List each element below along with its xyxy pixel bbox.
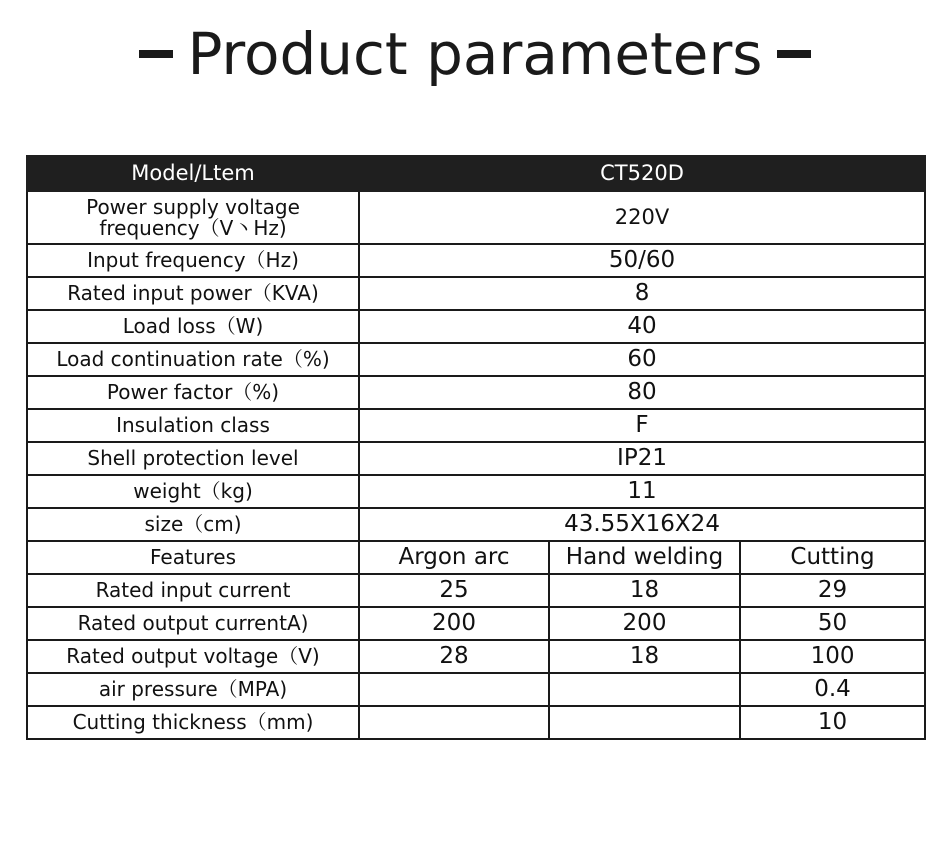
- row-value: 43.55X16X24: [359, 508, 925, 541]
- row-value: [549, 673, 740, 706]
- table-row: [27, 706, 925, 739]
- row-value: 220V: [359, 191, 925, 244]
- row-value: [549, 706, 740, 739]
- table-row: [27, 673, 925, 706]
- features-row: [27, 541, 925, 574]
- row-label: Rated input current: [27, 574, 359, 607]
- feature-column-header: Hand welding: [549, 541, 740, 574]
- table-row: [27, 640, 925, 673]
- table-header-row: [27, 156, 925, 191]
- feature-column-header: Cutting: [740, 541, 925, 574]
- table-row: [27, 475, 925, 508]
- row-label: Input frequency（Hz): [27, 244, 359, 277]
- row-label: Power factor（%): [27, 376, 359, 409]
- parameters-table: [26, 155, 926, 740]
- row-label: air pressure（MPA): [27, 673, 359, 706]
- table-row: [27, 310, 925, 343]
- row-value: 100: [740, 640, 925, 673]
- features-label: Features: [27, 541, 359, 574]
- table-row: [27, 244, 925, 277]
- table-row: [27, 574, 925, 607]
- row-value: [359, 673, 549, 706]
- row-value: 8: [359, 277, 925, 310]
- title-right-dash: [777, 50, 811, 58]
- table-row: [27, 442, 925, 475]
- row-label: weight（kg): [27, 475, 359, 508]
- table-row: [27, 508, 925, 541]
- row-label: Rated output currentA): [27, 607, 359, 640]
- table-row: [27, 191, 925, 244]
- table-row: [27, 343, 925, 376]
- row-value: F: [359, 409, 925, 442]
- row-value: 200: [549, 607, 740, 640]
- table-row: [27, 409, 925, 442]
- row-value: 10: [740, 706, 925, 739]
- table-row: [27, 607, 925, 640]
- header-model-cell: CT520D: [359, 156, 925, 191]
- row-value: 40: [359, 310, 925, 343]
- row-label-line: Power supply voltage: [86, 194, 300, 219]
- row-value: 18: [549, 640, 740, 673]
- row-label: size（cm): [27, 508, 359, 541]
- row-value: 28: [359, 640, 549, 673]
- row-label-line: frequency（V丶Hz): [99, 215, 287, 240]
- row-value: 50/60: [359, 244, 925, 277]
- page-title: [0, 14, 950, 94]
- row-label: Load loss（W): [27, 310, 359, 343]
- row-label: Rated input power（KVA): [27, 277, 359, 310]
- header-label-cell: Model/Ltem: [27, 156, 359, 191]
- row-value: 11: [359, 475, 925, 508]
- row-value: IP21: [359, 442, 925, 475]
- page-title-text: Product parameters: [187, 20, 763, 88]
- row-label: Load continuation rate（%): [27, 343, 359, 376]
- row-label: Shell protection level: [27, 442, 359, 475]
- row-value: 0.4: [740, 673, 925, 706]
- row-label: Cutting thickness（mm): [27, 706, 359, 739]
- row-value: [359, 706, 549, 739]
- row-value: 29: [740, 574, 925, 607]
- row-value: 18: [549, 574, 740, 607]
- title-left-dash: [139, 50, 173, 58]
- table-row: [27, 277, 925, 310]
- row-value: 50: [740, 607, 925, 640]
- row-value: 60: [359, 343, 925, 376]
- row-label: [27, 191, 359, 244]
- table-row: [27, 376, 925, 409]
- row-value: 200: [359, 607, 549, 640]
- row-value: 25: [359, 574, 549, 607]
- row-label: Rated output voltage（V): [27, 640, 359, 673]
- row-value: 80: [359, 376, 925, 409]
- row-label: Insulation class: [27, 409, 359, 442]
- feature-column-header: Argon arc: [359, 541, 549, 574]
